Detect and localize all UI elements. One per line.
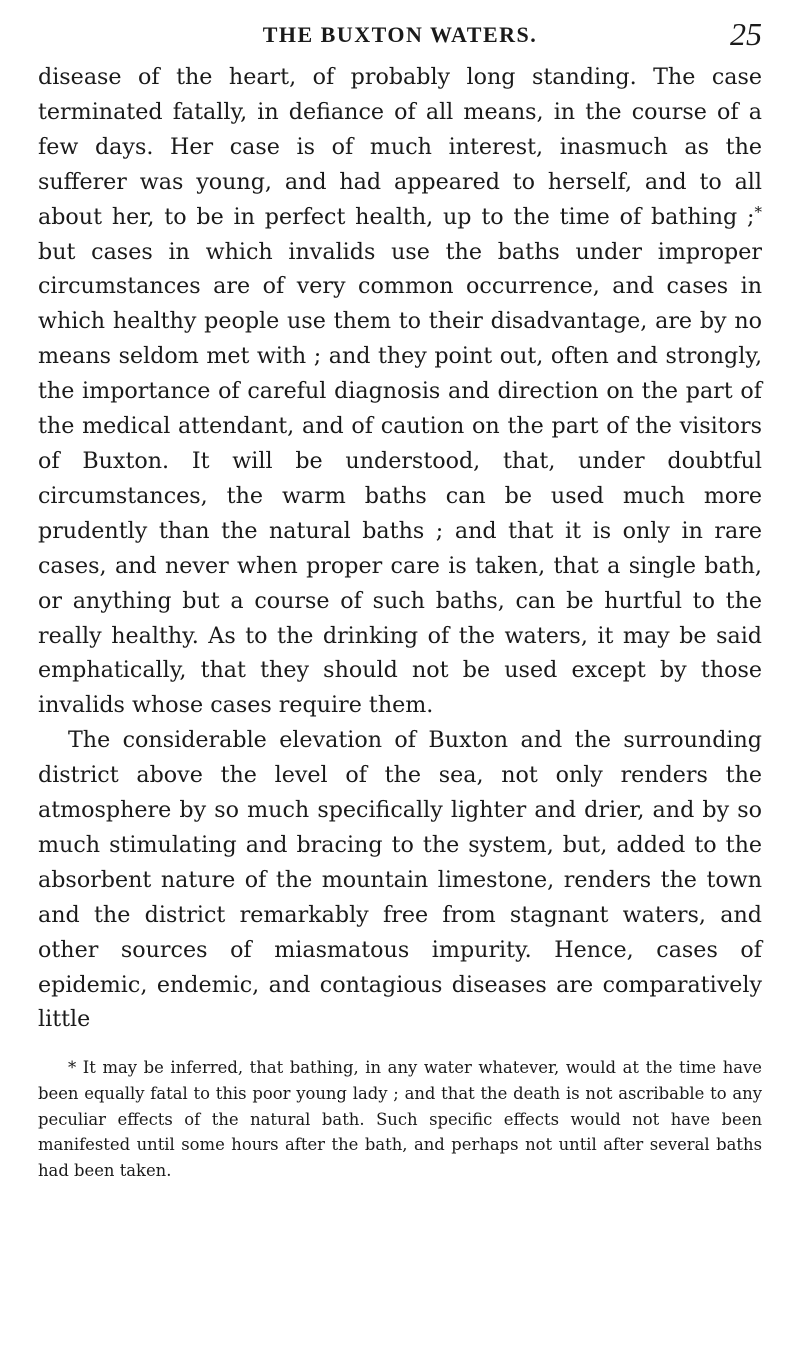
paragraph-elevation: The considerable elevation of Buxton and the surrounding district above the level of the sea, not only renders the atmosphere by so much specifically lighter and drier, and by so much stimulating and bracing to the system, but, added to the absorbent nature of the mountain limestone, renders the town and the district remarkably free from stagnant waters, and other sources of miasmatous impurity. Hence, cases of epidemic, endemic, and contagious diseases are comparatively little — [38, 727, 762, 1033]
paragraph-1-text: disease of the heart, of probably long standing. The case terminated fatally, in defiance of all means, in the course of a few days. Her case is of much interest, inasmuch as the sufferer was young, and had appeared to herself, and to all about her, to be in perfect health, up to the time of bathing ; — [38, 64, 762, 230]
paragraph-1-continuation: but cases in which invalids use the baths under improper circumstances are of very common occurrence, and cases in which healthy people use them to their disadvantage, are by no means seldom met with ; and they point out, often and strongly, the importance of careful diagnosis and direction on the part of the medical attendant, and of caution on the part of the visitors of Buxton. It will be understood, that, under doubtful circumstances, the warm baths can be used much more prudently than the natural baths ; and that it is only in rare cases, and never when proper care is taken, that a single bath, or anything but a course of such baths, can be hurtful to the really healthy. As to the drinking of the waters, it may be said emphatically, that they should not be used except by those invalids whose cases require them. — [38, 238, 762, 719]
running-title: THE BUXTON WATERS. — [262, 22, 538, 47]
page-number: 25 — [730, 16, 762, 52]
footnote-text: It may be inferred, that bathing, in any water whatever, would at the time have been equally fatal to this poor young lady ; and that the death is not ascribable to any peculiar effects of the natural bath. Such specific effects would not have been manifested until some hours after the bath, and perhaps not until after several baths had been taken. — [38, 1058, 762, 1180]
footnote-reference: * — [754, 202, 762, 221]
body-text — [38, 60, 762, 1037]
running-head — [38, 18, 762, 58]
paragraph-continued — [38, 60, 762, 723]
footnote — [38, 1055, 762, 1183]
footnote-marker: * — [68, 1058, 77, 1078]
